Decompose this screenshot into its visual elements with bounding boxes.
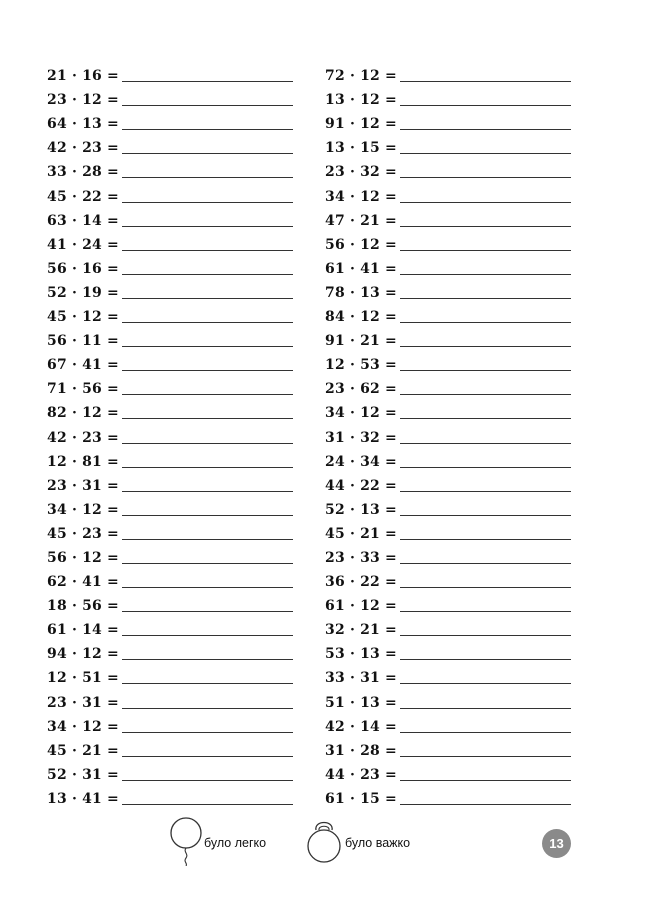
exercise-expression: 72 · 12 = bbox=[325, 68, 397, 85]
exercise-row bbox=[325, 254, 585, 278]
exercise-expression: 78 · 13 = bbox=[325, 284, 397, 301]
exercise-row bbox=[325, 302, 585, 326]
answer-line[interactable] bbox=[400, 804, 571, 805]
page-number-badge: 13 bbox=[542, 829, 571, 858]
answer-line[interactable] bbox=[122, 153, 293, 154]
answer-line[interactable] bbox=[400, 491, 571, 492]
exercise-row bbox=[47, 447, 307, 471]
exercise-expression: 23 · 62 = bbox=[325, 381, 397, 398]
answer-line[interactable] bbox=[122, 129, 293, 130]
exercise-row bbox=[47, 302, 307, 326]
exercise-expression: 61 · 12 = bbox=[325, 598, 397, 615]
exercise-expression: 13 · 41 = bbox=[47, 790, 119, 807]
exercise-expression: 94 · 12 = bbox=[47, 646, 119, 663]
exercise-expression: 33 · 31 = bbox=[325, 670, 397, 687]
exercise-row bbox=[47, 639, 307, 663]
exercise-row bbox=[325, 784, 585, 808]
exercise-row bbox=[47, 760, 307, 784]
exercise-expression: 44 · 22 = bbox=[325, 477, 397, 494]
exercise-row bbox=[325, 760, 585, 784]
exercise-expression: 91 · 21 = bbox=[325, 333, 397, 350]
answer-line[interactable] bbox=[400, 202, 571, 203]
answer-line[interactable] bbox=[122, 346, 293, 347]
answer-line[interactable] bbox=[400, 515, 571, 516]
exercise-row bbox=[325, 495, 585, 519]
exercise-expression: 56 · 12 = bbox=[325, 236, 397, 253]
answer-line[interactable] bbox=[122, 370, 293, 371]
exercise-row bbox=[47, 326, 307, 350]
exercise-expression: 56 · 11 = bbox=[47, 333, 119, 350]
exercise-expression: 24 · 34 = bbox=[325, 453, 397, 470]
exercise-row bbox=[325, 687, 585, 711]
answer-line[interactable] bbox=[400, 443, 571, 444]
answer-line[interactable] bbox=[400, 177, 571, 178]
exercise-expression: 34 · 12 = bbox=[325, 188, 397, 205]
exercise-row bbox=[47, 206, 307, 230]
exercise-expression: 45 · 23 = bbox=[47, 525, 119, 542]
kettlebell-icon bbox=[305, 814, 345, 868]
answer-line[interactable] bbox=[400, 708, 571, 709]
answer-line[interactable] bbox=[122, 659, 293, 660]
answer-line[interactable] bbox=[122, 226, 293, 227]
answer-line[interactable] bbox=[400, 635, 571, 636]
exercise-row bbox=[47, 133, 307, 157]
exercise-row bbox=[47, 591, 307, 615]
exercise-expression: 32 · 21 = bbox=[325, 622, 397, 639]
exercise-row bbox=[47, 615, 307, 639]
exercise-row bbox=[325, 85, 585, 109]
answer-line[interactable] bbox=[122, 322, 293, 323]
answer-line[interactable] bbox=[122, 611, 293, 612]
exercise-row bbox=[47, 519, 307, 543]
exercise-row bbox=[47, 543, 307, 567]
exercise-row bbox=[47, 784, 307, 808]
exercise-row bbox=[47, 663, 307, 687]
exercise-row bbox=[325, 663, 585, 687]
answer-line[interactable] bbox=[122, 418, 293, 419]
exercise-expression: 23 · 31 = bbox=[47, 694, 119, 711]
answer-line[interactable] bbox=[400, 611, 571, 612]
exercise-row bbox=[325, 206, 585, 230]
exercise-column-right bbox=[325, 61, 585, 808]
exercise-row bbox=[325, 519, 585, 543]
exercise-row bbox=[325, 639, 585, 663]
answer-line[interactable] bbox=[400, 418, 571, 419]
exercise-row bbox=[325, 615, 585, 639]
exercise-expression: 67 · 41 = bbox=[47, 357, 119, 374]
exercise-expression: 53 · 13 = bbox=[325, 646, 397, 663]
exercise-expression: 56 · 12 = bbox=[47, 549, 119, 566]
exercise-row bbox=[47, 687, 307, 711]
answer-line[interactable] bbox=[122, 756, 293, 757]
exercise-row bbox=[47, 157, 307, 181]
answer-line[interactable] bbox=[400, 587, 571, 588]
exercise-expression: 13 · 12 = bbox=[325, 92, 397, 109]
exercise-expression: 56 · 16 = bbox=[47, 260, 119, 277]
exercise-row bbox=[47, 495, 307, 519]
exercise-row bbox=[47, 350, 307, 374]
answer-line[interactable] bbox=[122, 780, 293, 781]
answer-line[interactable] bbox=[122, 635, 293, 636]
exercise-expression: 71 · 56 = bbox=[47, 381, 119, 398]
exercise-expression: 23 · 12 = bbox=[47, 92, 119, 109]
answer-line[interactable] bbox=[122, 298, 293, 299]
exercise-expression: 21 · 16 = bbox=[47, 68, 119, 85]
exercise-expression: 12 · 53 = bbox=[325, 357, 397, 374]
exercise-row bbox=[325, 109, 585, 133]
exercise-expression: 64 · 13 = bbox=[47, 116, 119, 133]
answer-line[interactable] bbox=[400, 250, 571, 251]
balloon-icon bbox=[170, 814, 204, 866]
exercise-expression: 45 · 21 = bbox=[325, 525, 397, 542]
exercise-expression: 82 · 12 = bbox=[47, 405, 119, 422]
exercise-row bbox=[47, 278, 307, 302]
answer-line[interactable] bbox=[122, 105, 293, 106]
exercise-row bbox=[47, 254, 307, 278]
answer-line[interactable] bbox=[400, 105, 571, 106]
exercise-row bbox=[325, 374, 585, 398]
answer-line[interactable] bbox=[122, 81, 293, 82]
exercise-expression: 52 · 31 = bbox=[47, 766, 119, 783]
exercise-row bbox=[47, 85, 307, 109]
exercise-expression: 45 · 12 = bbox=[47, 309, 119, 326]
exercise-expression: 84 · 12 = bbox=[325, 309, 397, 326]
exercise-expression: 18 · 56 = bbox=[47, 598, 119, 615]
answer-line[interactable] bbox=[122, 443, 293, 444]
exercise-row bbox=[47, 230, 307, 254]
exercise-row bbox=[47, 374, 307, 398]
exercise-row bbox=[325, 326, 585, 350]
exercise-expression: 42 · 23 = bbox=[47, 140, 119, 157]
exercise-row bbox=[325, 230, 585, 254]
exercise-row bbox=[325, 712, 585, 736]
exercise-row bbox=[325, 591, 585, 615]
exercise-row bbox=[325, 181, 585, 205]
answer-line[interactable] bbox=[122, 515, 293, 516]
exercise-expression: 23 · 33 = bbox=[325, 549, 397, 566]
exercise-row bbox=[325, 471, 585, 495]
answer-line[interactable] bbox=[122, 394, 293, 395]
answer-line[interactable] bbox=[122, 274, 293, 275]
exercise-expression: 12 · 81 = bbox=[47, 453, 119, 470]
answer-line[interactable] bbox=[400, 467, 571, 468]
answer-line[interactable] bbox=[400, 683, 571, 684]
answer-line[interactable] bbox=[400, 732, 571, 733]
exercise-row bbox=[325, 398, 585, 422]
answer-line[interactable] bbox=[122, 177, 293, 178]
answer-line[interactable] bbox=[400, 370, 571, 371]
answer-line[interactable] bbox=[122, 563, 293, 564]
answer-line[interactable] bbox=[122, 539, 293, 540]
answer-line[interactable] bbox=[400, 298, 571, 299]
exercise-expression: 45 · 22 = bbox=[47, 188, 119, 205]
exercise-expression: 61 · 41 = bbox=[325, 260, 397, 277]
exercise-expression: 63 · 14 = bbox=[47, 212, 119, 229]
easy-label: було легко bbox=[204, 836, 267, 850]
answer-line[interactable] bbox=[400, 322, 571, 323]
exercise-expression: 91 · 12 = bbox=[325, 116, 397, 133]
answer-line[interactable] bbox=[400, 129, 571, 130]
answer-line[interactable] bbox=[122, 467, 293, 468]
exercise-row bbox=[47, 181, 307, 205]
exercise-expression: 61 · 14 = bbox=[47, 622, 119, 639]
exercise-expression: 51 · 13 = bbox=[325, 694, 397, 711]
exercise-expression: 47 · 21 = bbox=[325, 212, 397, 229]
exercise-expression: 33 · 28 = bbox=[47, 164, 119, 181]
exercise-expression: 13 · 15 = bbox=[325, 140, 397, 157]
exercise-row bbox=[47, 567, 307, 591]
answer-line[interactable] bbox=[122, 683, 293, 684]
answer-line[interactable] bbox=[122, 250, 293, 251]
answer-line[interactable] bbox=[400, 346, 571, 347]
exercise-expression: 34 · 12 = bbox=[325, 405, 397, 422]
exercise-column-left bbox=[47, 61, 307, 808]
exercise-expression: 34 · 12 = bbox=[47, 501, 119, 518]
exercise-expression: 12 · 51 = bbox=[47, 670, 119, 687]
exercise-expression: 23 · 31 = bbox=[47, 477, 119, 494]
answer-line[interactable] bbox=[122, 587, 293, 588]
exercise-expression: 52 · 13 = bbox=[325, 501, 397, 518]
answer-line[interactable] bbox=[400, 780, 571, 781]
exercise-row bbox=[325, 278, 585, 302]
exercise-expression: 44 · 23 = bbox=[325, 766, 397, 783]
exercise-row bbox=[47, 398, 307, 422]
answer-line[interactable] bbox=[400, 563, 571, 564]
answer-line[interactable] bbox=[400, 659, 571, 660]
answer-line[interactable] bbox=[400, 539, 571, 540]
exercise-row bbox=[47, 109, 307, 133]
exercise-row bbox=[47, 736, 307, 760]
exercise-expression: 36 · 22 = bbox=[325, 574, 397, 591]
answer-line[interactable] bbox=[122, 732, 293, 733]
exercise-row bbox=[325, 447, 585, 471]
exercise-row bbox=[325, 61, 585, 85]
exercise-expression: 42 · 23 = bbox=[47, 429, 119, 446]
exercise-row bbox=[325, 350, 585, 374]
exercise-row bbox=[325, 567, 585, 591]
answer-line[interactable] bbox=[122, 708, 293, 709]
answer-line[interactable] bbox=[400, 756, 571, 757]
exercise-expression: 52 · 19 = bbox=[47, 284, 119, 301]
exercise-row bbox=[47, 712, 307, 736]
exercise-row bbox=[47, 422, 307, 446]
exercise-expression: 31 · 32 = bbox=[325, 429, 397, 446]
answer-line[interactable] bbox=[122, 491, 293, 492]
exercise-expression: 34 · 12 = bbox=[47, 718, 119, 735]
answer-line[interactable] bbox=[122, 202, 293, 203]
exercise-row bbox=[47, 61, 307, 85]
answer-line[interactable] bbox=[122, 804, 293, 805]
answer-line[interactable] bbox=[400, 226, 571, 227]
exercise-row bbox=[325, 157, 585, 181]
exercise-expression: 42 · 14 = bbox=[325, 718, 397, 735]
exercise-expression: 23 · 32 = bbox=[325, 164, 397, 181]
hard-label: було важко bbox=[345, 836, 411, 850]
answer-line[interactable] bbox=[400, 274, 571, 275]
answer-line[interactable] bbox=[400, 81, 571, 82]
answer-line[interactable] bbox=[400, 394, 571, 395]
exercise-row bbox=[47, 471, 307, 495]
exercise-row bbox=[325, 543, 585, 567]
exercise-row bbox=[325, 422, 585, 446]
exercise-expression: 41 · 24 = bbox=[47, 236, 119, 253]
exercise-row bbox=[325, 736, 585, 760]
exercise-expression: 31 · 28 = bbox=[325, 742, 397, 759]
exercise-row bbox=[325, 133, 585, 157]
exercise-expression: 61 · 15 = bbox=[325, 790, 397, 807]
answer-line[interactable] bbox=[400, 153, 571, 154]
exercise-expression: 45 · 21 = bbox=[47, 742, 119, 759]
exercise-expression: 62 · 41 = bbox=[47, 574, 119, 591]
